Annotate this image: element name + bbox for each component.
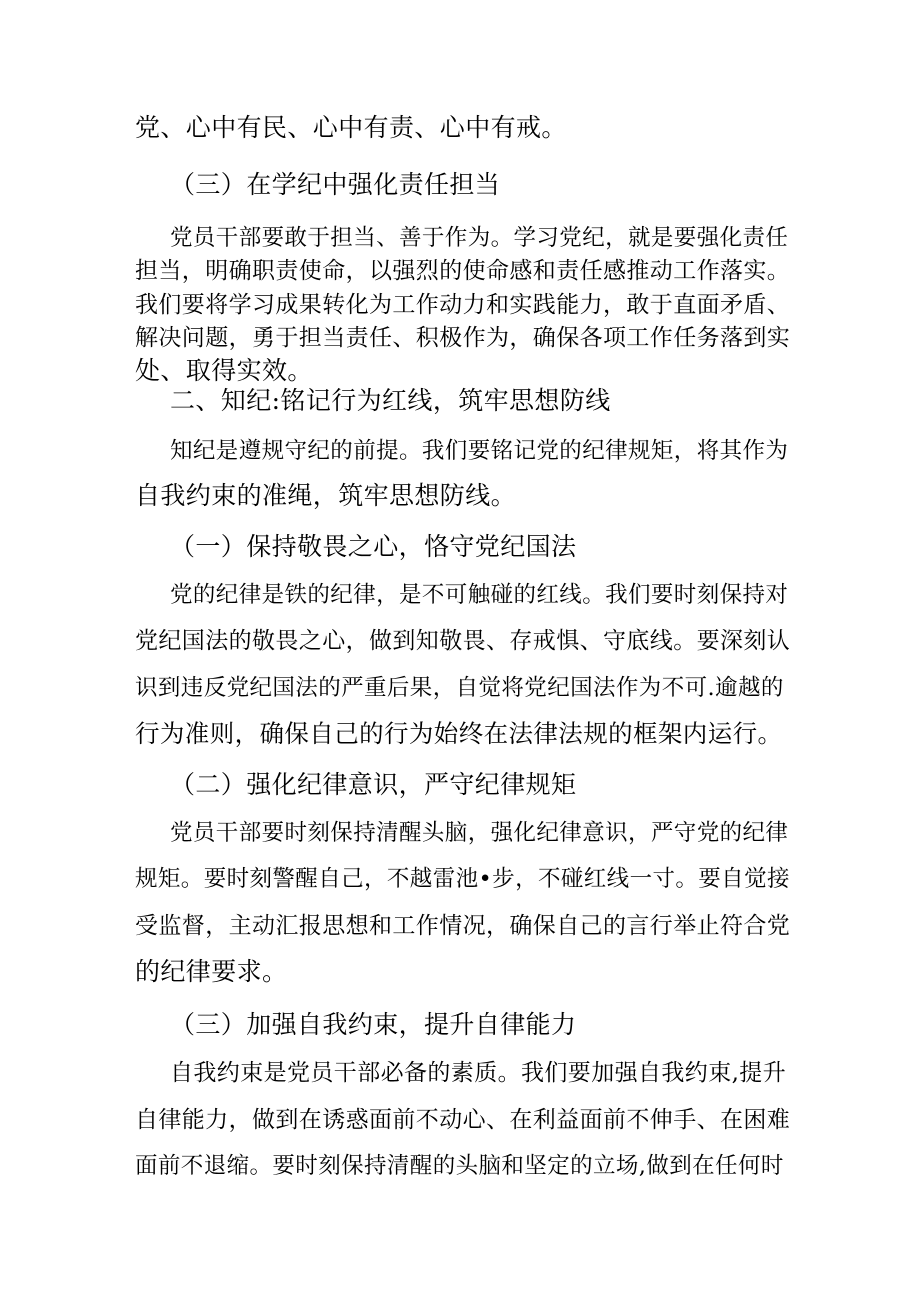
text-line: 党、心中有民、心中有责、心中有戒。 [135, 113, 567, 142]
text-line: 党纪国法的敬畏之心，做到知敬畏、存戒惧、守底线。要深刻认 [135, 628, 791, 654]
text-line: 的纪律要求。 [135, 957, 288, 986]
section-heading: （一）保持敬畏之心，恪守党纪国法 [170, 532, 577, 561]
section-heading: （三）在学纪中强化责任担当 [170, 170, 501, 199]
text-line: 受监督，主动汇报思想和工作情况，确保自己的言行举止符合党 [135, 913, 791, 939]
text-line: 解决问题，勇于担当责任、积极作为，确保各项工作任务落到实 [135, 325, 791, 351]
section-heading: （二）强化纪律意识，严守纪律规矩 [170, 770, 577, 799]
text-line: 自我约束的准绳，筑牢思想防线。 [135, 481, 517, 510]
section-heading: （三）加强自我约束，提升自律能力 [170, 1010, 577, 1039]
text-line: 担当，明确职责使命，以强烈的使命感和责任感推动工作落实。 [135, 258, 791, 284]
text-line: 行为准则，确保自己的行为始终在法律法规的框架内运行。 [135, 719, 783, 748]
chapter-heading: 二、知纪:铭记行为红线，筑牢思想防线 [170, 386, 611, 415]
text-line: 我们要将学习成果转化为工作动力和实践能力，敢于直面矛盾、 [135, 292, 791, 318]
text-line: 党员干部要敢于担当、善于作为。学习党纪，就是要强化责任 [170, 225, 789, 251]
text-line: 处、取得实效。 [135, 356, 313, 385]
text-line: 识到违反党纪国法的严重后果，自觉将党纪国法作为不可.逾越的 [135, 675, 784, 701]
text-line: 自律能力，做到在诱惑面前不动心、在利益面前不伸手、在困难 [135, 1107, 791, 1133]
text-line: 知纪是遵规守纪的前提。我们要铭记党的纪律规矩，将其作为 [170, 438, 789, 464]
text-line: 面前不退缩。要时刻保持清醒的头脑和坚定的立场,做到在任何时 [135, 1153, 784, 1179]
text-line: 党员干部要时刻保持清醒头脑，强化纪律意识，严守党的纪律 [170, 820, 789, 846]
text-line: 党的纪律是铁的纪律，是不可触碰的红线。我们要时刻保持对 [170, 582, 789, 608]
text-line: 规矩。要时刻警醒自己，不越雷池•步，不碰红线一寸。要自觉接 [135, 866, 790, 892]
text-line: 自我约束是党员干部必备的素质。我们要加强自我约束,提升 [170, 1060, 787, 1086]
